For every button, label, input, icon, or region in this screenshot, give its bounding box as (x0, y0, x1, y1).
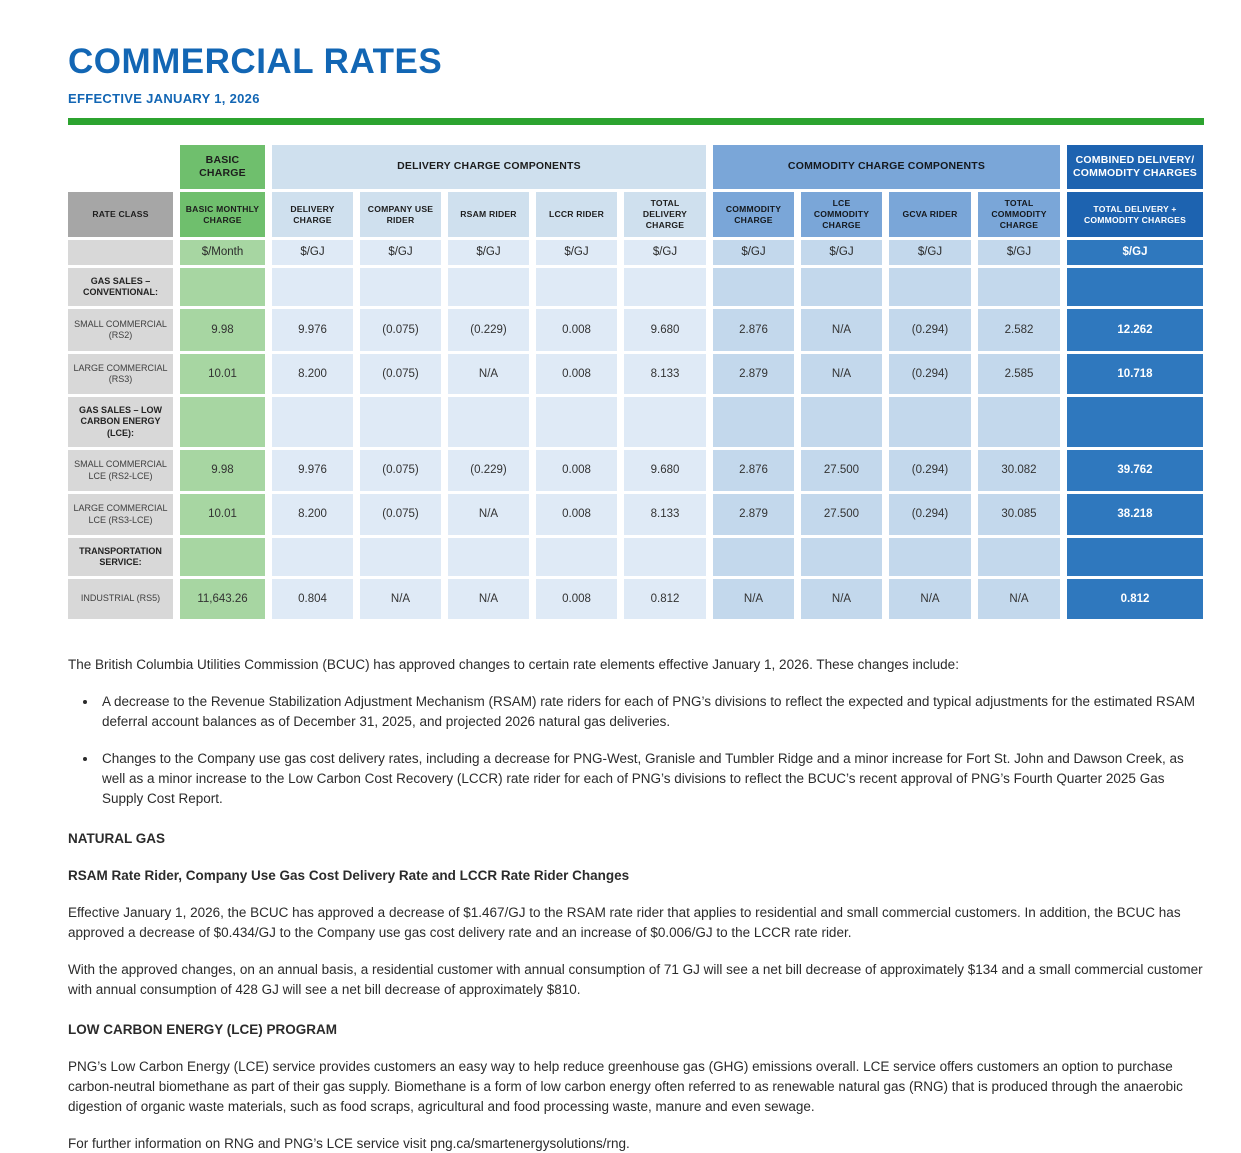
section-empty-cell (536, 538, 617, 576)
section-empty-cell (713, 538, 794, 576)
section-empty-cell (978, 397, 1060, 447)
unit-cell-11: $/GJ (978, 240, 1060, 265)
section-empty-cell (272, 397, 353, 447)
value-cell: 27.500 (801, 494, 882, 535)
section-empty-cell (272, 538, 353, 576)
column-header-7: TOTAL DELIVERY CHARGE (624, 192, 706, 237)
section-empty-cell (801, 397, 882, 447)
value-cell: 8.133 (624, 354, 706, 394)
section-empty-cell (713, 397, 794, 447)
unit-cell-12: $/GJ (1067, 240, 1203, 265)
rates-table (68, 145, 1204, 619)
section-empty-cell (180, 397, 265, 447)
section-empty-cell (889, 538, 971, 576)
value-cell: (0.075) (360, 450, 441, 491)
column-header-10: GCVA RIDER (889, 192, 971, 237)
unit-cell-4: $/GJ (360, 240, 441, 265)
value-cell: 0.812 (624, 579, 706, 619)
value-cell: N/A (448, 494, 529, 535)
value-cell: 2.582 (978, 309, 1060, 351)
section-label: GAS SALES – CONVENTIONAL: (68, 268, 173, 306)
bullet-item: • Changes to the Company use gas cost delivery rates, including a decrease for PNG-West, Granisle and Tumbler Ridge and a minor increase for Fort St. John and Dawson Creek, as well as a minor increase to the Low Carbon Cost Recovery (LCCR) rate rider for each of PNG’s divisions to reflect the BCUC’s recent approval of PNG’s Fourth Quarter 2025 Gas Supply Cost Report. (98, 749, 1204, 809)
unit-cell-5: $/GJ (448, 240, 529, 265)
total-value-cell: 12.262 (1067, 309, 1203, 351)
rng-info-paragraph: For further information on RNG and PNG’s LCE service visit png.ca/smartenergysolutions/rng. (68, 1134, 1204, 1153)
section-label: TRANSPORTATION SERVICE: (68, 538, 173, 576)
value-cell: 9.680 (624, 450, 706, 491)
value-cell: 9.98 (180, 309, 265, 351)
value-cell: N/A (360, 579, 441, 619)
section-empty-cell (1067, 538, 1203, 576)
lce-heading: LOW CARBON ENERGY (LCE) PROGRAM (68, 1020, 1204, 1040)
column-header-2: BASIC MONTHLY CHARGE (180, 192, 265, 237)
section-empty-cell (801, 268, 882, 306)
bill-impact-paragraph: With the approved changes, on an annual basis, a residential customer with annual consumption of 71 GJ will see a net bill decrease of approximately $134 and a small commercial customer with annual consumption of 428 GJ will see a net bill decrease of approximately $810. (68, 960, 1204, 1000)
value-cell: 30.085 (978, 494, 1060, 535)
value-cell: (0.075) (360, 354, 441, 394)
value-cell: N/A (801, 309, 882, 351)
section-empty-cell (624, 538, 706, 576)
value-cell: 11,643.26 (180, 579, 265, 619)
section-empty-cell (1067, 268, 1203, 306)
total-value-cell: 38.218 (1067, 494, 1203, 535)
changes-list (68, 692, 1204, 809)
unit-cell-10: $/GJ (889, 240, 971, 265)
value-cell: 2.585 (978, 354, 1060, 394)
row-label: SMALL COMMERCIAL LCE (RS2-LCE) (68, 450, 173, 491)
bullet-item: • A decrease to the Revenue Stabilization Adjustment Mechanism (RSAM) rate riders for each of PNG’s divisions to reflect the expected and typical adjustments for the estimated RSAM deferral account balances as of December 31, 2025, and projected 2026 natural gas deliveries. (98, 692, 1204, 732)
unit-cell-7: $/GJ (624, 240, 706, 265)
value-cell: 8.200 (272, 494, 353, 535)
unit-cell-2: $/Month (180, 240, 265, 265)
row-label: LARGE COMMERCIAL (RS3) (68, 354, 173, 394)
row-label: INDUSTRIAL (RS5) (68, 579, 173, 619)
section-empty-cell (360, 538, 441, 576)
value-cell: (0.294) (889, 354, 971, 394)
body-copy (68, 655, 1204, 1153)
section-empty-cell (978, 268, 1060, 306)
total-value-cell: 0.812 (1067, 579, 1203, 619)
value-cell: (0.229) (448, 450, 529, 491)
value-cell: 27.500 (801, 450, 882, 491)
column-header-8: COMMODITY CHARGE (713, 192, 794, 237)
group-header-combined-charges: COMBINED DELIVERY/ COMMODITY CHARGES (1067, 145, 1203, 189)
column-header-11: TOTAL COMMODITY CHARGE (978, 192, 1060, 237)
value-cell: 0.008 (536, 309, 617, 351)
section-empty-cell (360, 397, 441, 447)
value-cell: N/A (713, 579, 794, 619)
section-empty-cell (978, 538, 1060, 576)
section-empty-cell (180, 268, 265, 306)
value-cell: (0.075) (360, 494, 441, 535)
value-cell: 8.200 (272, 354, 353, 394)
section-empty-cell (448, 538, 529, 576)
section-empty-cell (448, 397, 529, 447)
value-cell: 0.008 (536, 450, 617, 491)
section-empty-cell (889, 268, 971, 306)
effective-date: EFFECTIVE JANUARY 1, 2026 (68, 91, 1204, 106)
value-cell: N/A (801, 579, 882, 619)
unit-cell-8: $/GJ (713, 240, 794, 265)
row-label: LARGE COMMERCIAL LCE (RS3-LCE) (68, 494, 173, 535)
value-cell: 0.008 (536, 579, 617, 619)
value-cell: 9.98 (180, 450, 265, 491)
unit-cell-1 (68, 240, 173, 265)
column-header-1: RATE CLASS (68, 192, 173, 237)
value-cell: 9.680 (624, 309, 706, 351)
value-cell: (0.075) (360, 309, 441, 351)
unit-cell-6: $/GJ (536, 240, 617, 265)
group-header-commodity-charges: COMMODITY CHARGE COMPONENTS (713, 145, 1060, 189)
value-cell: 0.008 (536, 494, 617, 535)
row-label: SMALL COMMERCIAL (RS2) (68, 309, 173, 351)
value-cell: 8.133 (624, 494, 706, 535)
natural-gas-heading: NATURAL GAS (68, 829, 1204, 849)
lce-heading-block (68, 1020, 1204, 1040)
value-cell: N/A (801, 354, 882, 394)
lce-paragraph: PNG’s Low Carbon Energy (LCE) service provides customers an easy way to help reduce greenhouse gas (GHG) emissions overall. LCE service offers customers an option to purchase carbon-neutral biomethane as part of their gas supply. Biomethane is a form of low carbon energy often referred to as renewable natural gas (RNG) that is produced through the anaerobic digestion of organic waste materials, such as food scraps, agricultural and food processing waste, manure and even sewage. (68, 1057, 1204, 1117)
column-header-6: LCCR RIDER (536, 192, 617, 237)
section-empty-cell (1067, 397, 1203, 447)
page-title: COMMERCIAL RATES (68, 42, 1204, 82)
value-cell: 30.082 (978, 450, 1060, 491)
value-cell: 9.976 (272, 309, 353, 351)
rsam-paragraph: Effective January 1, 2026, the BCUC has approved a decrease of $1.467/GJ to the RSAM rate rider that applies to residential and small commercial customers. In addition, the BCUC has approved a decrease of $0.434/GJ to the Company use gas cost delivery rate and an increase of $0.006/GJ to the LCCR rate rider. (68, 903, 1204, 943)
unit-cell-9: $/GJ (801, 240, 882, 265)
column-header-3: DELIVERY CHARGE (272, 192, 353, 237)
value-cell: 9.976 (272, 450, 353, 491)
section-empty-cell (624, 397, 706, 447)
value-cell: N/A (448, 354, 529, 394)
column-header-5: RSAM RIDER (448, 192, 529, 237)
value-cell: 10.01 (180, 494, 265, 535)
section-empty-cell (713, 268, 794, 306)
value-cell: (0.294) (889, 309, 971, 351)
value-cell: 0.008 (536, 354, 617, 394)
section-empty-cell (624, 268, 706, 306)
section-empty-cell (801, 538, 882, 576)
section-empty-cell (536, 397, 617, 447)
value-cell: (0.229) (448, 309, 529, 351)
section-empty-cell (180, 538, 265, 576)
divider-bar (68, 118, 1204, 125)
intro-paragraph: The British Columbia Utilities Commission (BCUC) has approved changes to certain rate elements effective January 1, 2026. These changes include: (68, 655, 1204, 675)
value-cell: N/A (889, 579, 971, 619)
section-empty-cell (889, 397, 971, 447)
section-label: GAS SALES – LOW CARBON ENERGY (LCE): (68, 397, 173, 447)
value-cell: N/A (448, 579, 529, 619)
value-cell: 2.879 (713, 494, 794, 535)
value-cell: 0.804 (272, 579, 353, 619)
natural-gas-heading-block (68, 829, 1204, 886)
group-header-delivery-charges: DELIVERY CHARGE COMPONENTS (272, 145, 706, 189)
column-header-9: LCE COMMODITY CHARGE (801, 192, 882, 237)
section-empty-cell (272, 268, 353, 306)
page (0, 42, 1241, 1153)
value-cell: 2.876 (713, 450, 794, 491)
unit-cell-3: $/GJ (272, 240, 353, 265)
total-value-cell: 39.762 (1067, 450, 1203, 491)
group-header-basic-charge: BASIC CHARGE (180, 145, 265, 189)
value-cell: 2.876 (713, 309, 794, 351)
section-empty-cell (536, 268, 617, 306)
section-empty-cell (448, 268, 529, 306)
total-value-cell: 10.718 (1067, 354, 1203, 394)
value-cell: 2.879 (713, 354, 794, 394)
column-header-4: COMPANY USE RIDER (360, 192, 441, 237)
rsam-heading: RSAM Rate Rider, Company Use Gas Cost Delivery Rate and LCCR Rate Rider Changes (68, 866, 1204, 886)
section-empty-cell (360, 268, 441, 306)
value-cell: (0.294) (889, 494, 971, 535)
value-cell: 10.01 (180, 354, 265, 394)
column-header-12: TOTAL DELIVERY + COMMODITY CHARGES (1067, 192, 1203, 237)
value-cell: N/A (978, 579, 1060, 619)
value-cell: (0.294) (889, 450, 971, 491)
